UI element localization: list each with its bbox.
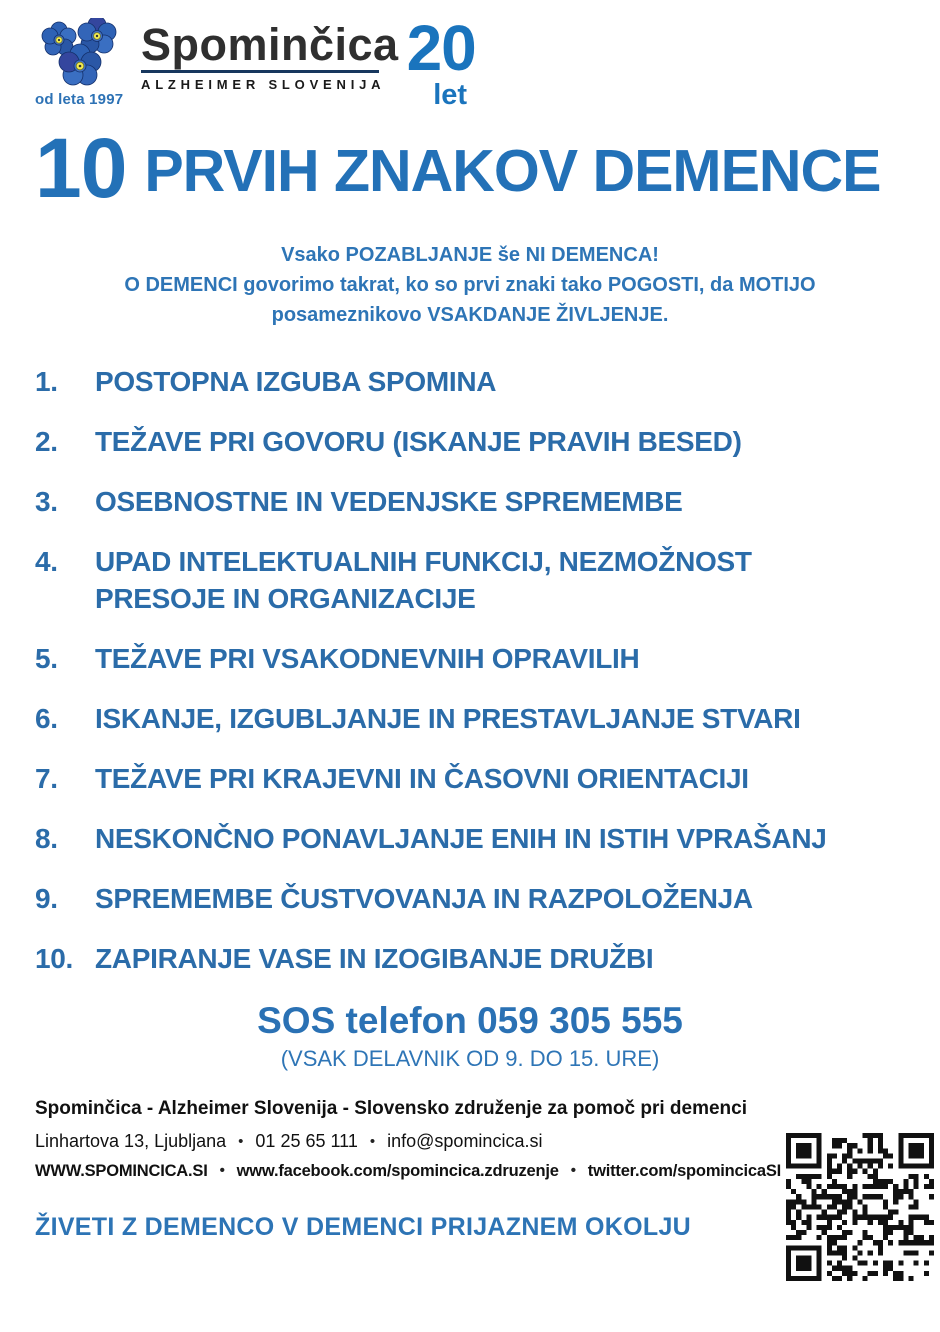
list-item-text: OSEBNOSTNE IN VEDENJSKE SPREMEMBE	[95, 485, 683, 517]
list-item-text: ISKANJE, IZGUBLJANJE IN PRESTAVLJANJE STVARI	[95, 702, 801, 734]
list-item	[35, 761, 905, 798]
contact-row	[35, 1131, 740, 1152]
list-item-number: 9.	[35, 882, 58, 914]
qr-code	[786, 1133, 934, 1281]
sos-section	[35, 1000, 905, 1072]
anniversary-unit: let	[433, 78, 468, 111]
list-item-text: NESKONČNO PONAVLJANJE ENIH IN ISTIH VPRAŠANJ	[95, 822, 827, 854]
intro-line-1: Vsako POZABLJANJE še NI DEMENCA!	[281, 244, 659, 266]
list-item-text: ZAPIRANJE VASE IN IZOGIBANJE DRUŽBI	[95, 942, 654, 974]
list-item	[35, 424, 905, 461]
list-item-number: 1.	[35, 366, 58, 397]
phone-number: 01 25 65 111	[255, 1131, 358, 1152]
list-item-number: 4.	[35, 545, 58, 577]
list-item-number: 8.	[35, 822, 58, 854]
list-item	[35, 821, 905, 858]
list-item	[35, 881, 905, 918]
organization-name: Spominčica - Alzheimer Slovenija - Slovensko združenje za pomoč pri demenci	[35, 1098, 747, 1120]
facebook-url: www.facebook.com/spomincica.zdruzenje	[236, 1162, 559, 1181]
twitter-url: twitter.com/spomincicaSI	[587, 1162, 782, 1181]
list-item	[35, 364, 905, 401]
list-item-text: TEŽAVE PRI KRAJEVNI IN ČASOVNI ORIENTACIJI	[95, 762, 749, 794]
list-item-number: 5.	[35, 642, 58, 674]
header	[35, 12, 905, 120]
list-item	[35, 544, 905, 618]
anniversary-badge	[406, 12, 476, 111]
brand-divider	[141, 70, 379, 73]
page-title-number: 10	[35, 121, 127, 215]
list-item-number: 7.	[35, 762, 58, 794]
list-item-text: POSTOPNA IZGUBA SPOMINA	[95, 366, 497, 397]
bullet-separator: •	[219, 1162, 225, 1180]
footer-contact	[35, 1098, 905, 1181]
list-item	[35, 484, 905, 521]
intro-line-3: posameznikovo VSAKDANJE ŽIVLJENJE.	[271, 304, 669, 326]
brand-subtitle: ALZHEIMER SLOVENIJA	[141, 77, 386, 92]
list-item-number: 6.	[35, 702, 58, 734]
logo-flower-column	[35, 16, 135, 108]
signs-list	[35, 364, 905, 977]
brand-name: Spominčica	[141, 19, 399, 70]
website-url: WWW.SPOMINCICA.SI	[35, 1162, 208, 1181]
sos-hours: (VSAK DELAVNIK OD 9. DO 15. URE)	[280, 1046, 660, 1072]
tagline: ŽIVETI Z DEMENCO V DEMENCI PRIJAZNEM OKOLJU	[35, 1213, 692, 1242]
qr-code-graphic	[786, 1133, 934, 1281]
list-item-text: TEŽAVE PRI GOVORU (ISKANJE PRAVIH BESED)	[95, 425, 742, 457]
list-item-number: 3.	[35, 485, 58, 517]
forget-me-not-flowers-icon	[35, 18, 131, 90]
list-item-text: SPREMEMBE ČUSTVOVANJA IN RAZPOLOŽENJA	[95, 882, 753, 914]
page-title-text: PRVIH ZNAKOV DEMENCE	[144, 138, 881, 204]
list-item	[35, 941, 905, 978]
logo-text-block	[141, 19, 399, 92]
list-item-text: TEŽAVE PRI VSAKODNEVNIH OPRAVILIH	[95, 642, 640, 674]
list-item-number: 2.	[35, 425, 58, 457]
logo-since-label: od leta 1997	[35, 91, 124, 108]
page-title	[35, 121, 905, 215]
bullet-separator: •	[238, 1133, 244, 1151]
address: Linhartova 13, Ljubljana	[35, 1131, 227, 1152]
bullet-separator: •	[369, 1133, 376, 1151]
list-item	[35, 641, 905, 678]
intro-line-2: O DEMENCI govorimo takrat, ko so prvi znaki tako POGOSTI, da MOTIJO	[124, 274, 816, 296]
list-item-number: 10.	[35, 942, 74, 974]
list-item	[35, 701, 905, 738]
email-address: info@spomincica.si	[387, 1131, 543, 1152]
anniversary-number: 20	[406, 12, 476, 84]
intro-paragraph	[35, 240, 905, 330]
list-item-text: UPAD INTELEKTUALNIH FUNKCIJ, NEZMOŽNOST PRESOJE IN ORGANIZACIJE	[95, 545, 752, 614]
sos-phone: SOS telefon 059 305 555	[257, 1000, 683, 1042]
web-row	[35, 1162, 782, 1181]
bullet-separator: •	[570, 1162, 576, 1180]
